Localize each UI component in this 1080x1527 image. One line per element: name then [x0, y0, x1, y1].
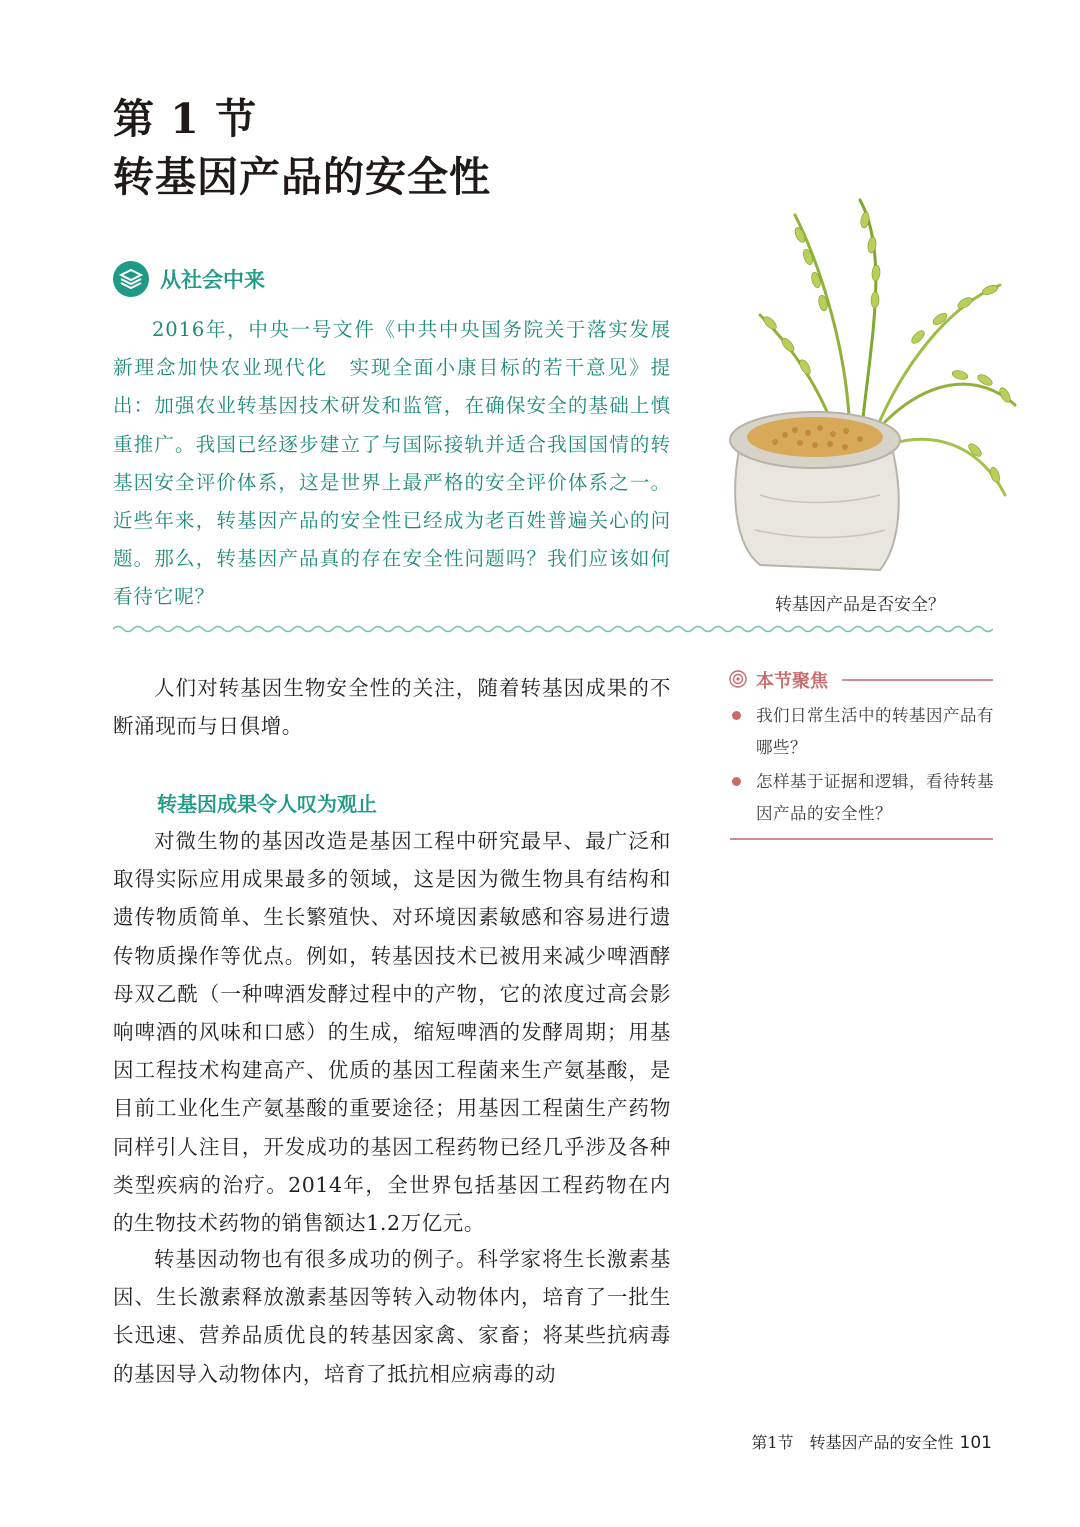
- body-paragraph-3: 转基因动物也有很多成功的例子。科学家将生长激素基因、生长激素释放激素基因等转入动物体内，培育了一批生长迅速、营养品质优良的转基因家禽、家畜；将某些抗病毒的基因导入动物体内，培育了抵抗相应病毒的动: [113, 1247, 671, 1386]
- layers-icon: [113, 261, 149, 297]
- focus-item-2: 怎样基于证据和逻辑，看待转基因产品的安全性？: [756, 772, 994, 823]
- focus-item-1: 我们日常生活中的转基因产品有哪些？: [756, 706, 994, 757]
- focus-divider: [842, 679, 993, 681]
- wavy-divider: [113, 622, 993, 636]
- body-paragraph-2: 对微生物的基因改造是基因工程中研究最早、最广泛和取得实际应用成果最多的领域，这是因为微生物具有结构和遗传物质简单、生长繁殖快、对环境因素敏感和容易进行遗传物质操作等优点。例如，转基因技术已被用来减少啤酒酵母双乙酰（一种啤酒发酵过程中的产物，它的浓度过高会影响啤酒的风味和口感）的生成，缩短啤酒的发酵周期；用基因工程技术构建高产、优质的基因工程菌来生产氨基酸，是目前工业化生产氨基酸的重要途径；用基因工程菌生产药物同样引人注目，开发成功的基因工程药物已经几乎涉及各种类型疾病的治疗。2014年，全世界包括基因工程药物在内的生物技术药物的销售额达1.2万亿元。: [113, 829, 671, 1236]
- target-icon: [729, 670, 747, 688]
- page-number: 101: [959, 1433, 992, 1453]
- focus-bullet: [732, 711, 741, 720]
- focus-bottom-rule: [730, 838, 993, 840]
- page-footer: [751, 1430, 992, 1453]
- page-title: 转基因产品的安全性: [113, 153, 491, 201]
- focus-bullet: [732, 777, 741, 786]
- section-number: 第 1 节: [113, 95, 258, 143]
- grain-sack: [730, 412, 900, 570]
- figure-caption: 转基因产品是否安全？: [775, 595, 945, 615]
- subheading: 转基因成果令人叹为观止: [157, 792, 377, 816]
- focus-label: 本节聚焦: [756, 671, 828, 692]
- intro-text: 2016年，中央一号文件《中共中央国务院关于落实发展新理念加快农业现代化 实现全面小康目标的若干意见》提出：加强农业转基因技术研发和监管，在确保安全的基础上慎重推广。我国已经逐步建立了与国际接轨并适合我国国情的转基因安全评价体系，这是世界上最严格的安全评价体系之一。近些年来，转基因产品的安全性已经成为老百姓普遍关心的问题。那么，转基因产品真的存在安全性问题吗？我们应该如何看待它呢？: [113, 318, 671, 609]
- body-paragraph-1: 人们对转基因生物安全性的关注，随着转基因成果的不断涌现而与日俱增。: [113, 676, 671, 739]
- rice-sack-illustration: [700, 195, 1030, 585]
- intro-badge: [113, 261, 149, 297]
- footer-section: 第1节 转基因产品的安全性: [751, 1433, 954, 1452]
- intro-label: 从社会中来: [160, 268, 265, 292]
